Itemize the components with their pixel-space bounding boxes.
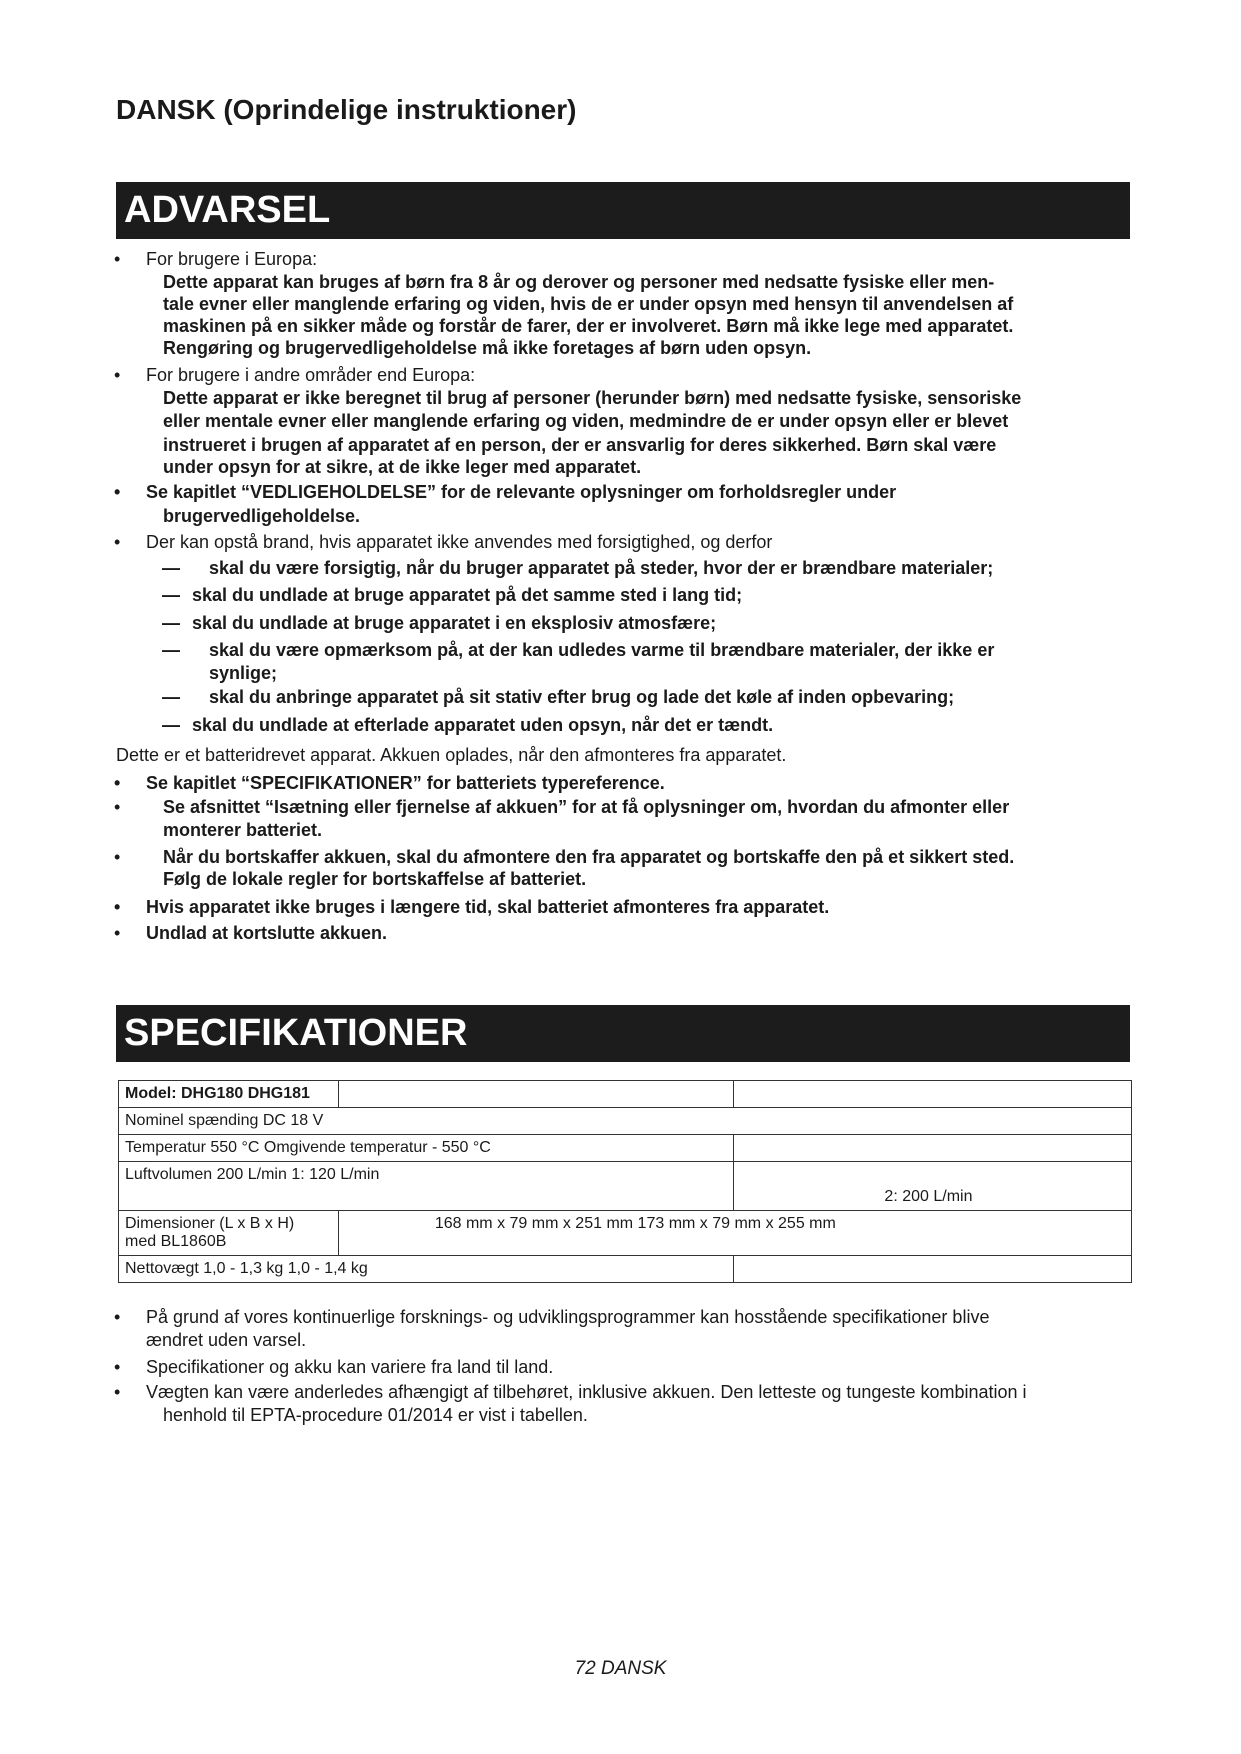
table-cell <box>338 1081 734 1108</box>
dash: — <box>162 640 180 660</box>
dash: — <box>162 585 180 605</box>
battery-item: Undlad at kortslutte akkuen. <box>146 923 388 943</box>
table-row <box>119 1135 1132 1162</box>
page-title: DANSK (Oprindelige instruktioner) <box>116 94 577 125</box>
fire-item: skal du anbringe apparatet på sit stativ efter brug og lade det køle af inden opbevaring; <box>209 687 955 707</box>
table-cell <box>119 1211 339 1256</box>
dimensions-label: Dimensioner (L x B x H) <box>125 1215 295 1232</box>
dash: — <box>162 687 180 707</box>
dimensions-sublabel: med BL1860B <box>125 1233 227 1250</box>
bullet: • <box>114 1357 121 1377</box>
table-row <box>119 1211 1132 1256</box>
spec-note: henhold til EPTA-procedure 01/2014 er vist i tabellen. <box>163 1405 588 1425</box>
dash: — <box>162 613 180 633</box>
spec-note: ændret uden varsel. <box>146 1330 307 1350</box>
battery-item: Se afsnittet “Isætning eller fjernelse af akkuen” for at få oplysninger om, hvordan du afmonter eller <box>163 797 1010 817</box>
table-cell <box>734 1256 1132 1283</box>
spec-note: På grund af vores kontinuerlige forsknings- og udviklingsprogrammer kan hosstående specifikationer blive <box>146 1307 990 1327</box>
maint-line: Se kapitlet “VEDLIGEHOLDELSE” for de relevante oplysninger om forholdsregler under <box>146 482 897 502</box>
bullet: • <box>114 773 121 793</box>
bullet: • <box>114 532 121 552</box>
other-line: Dette apparat er ikke beregnet til brug af personer (herunder børn) med nedsatte fysiske, sensoriske <box>163 388 1022 408</box>
bullet: • <box>114 897 121 917</box>
page-footer: 72 DANSK <box>574 1658 667 1679</box>
europe-line: tale evner eller manglende erfaring og viden, hvis de er under opsyn med hensyn til anvendelsen af <box>163 294 1014 314</box>
fire-item: skal du undlade at bruge apparatet på det samme sted i lang tid; <box>192 585 743 605</box>
battery-item: Når du bortskaffer akkuen, skal du afmontere den fra apparatet og bortskaffe den på et sikkert sted. <box>163 847 1015 867</box>
europe-line: maskinen på en sikker måde og forstår de farer, der er involveret. Børn må ikke lege med apparatet. <box>163 316 1014 336</box>
table-cell <box>734 1135 1132 1162</box>
dash: — <box>162 715 180 735</box>
dash: — <box>162 558 180 578</box>
europe-line: Rengøring og brugervedligeholdelse må ikke foretages af børn uden opsyn. <box>163 338 812 358</box>
table-cell: 2: 200 L/min <box>734 1162 1132 1211</box>
bullet: • <box>114 797 121 817</box>
spec-note: Specifikationer og akku kan variere fra land til land. <box>146 1357 554 1377</box>
battery-item: Se kapitlet “SPECIFIKATIONER” for batteriets typereference. <box>146 773 665 793</box>
bullet: • <box>114 923 121 943</box>
other-line: eller mentale evner eller manglende erfaring og viden, medmindre de er under opsyn eller er blevet <box>163 411 1009 431</box>
other-label: For brugere i andre områder end Europa: <box>146 365 476 385</box>
fire-intro: Der kan opstå brand, hvis apparatet ikke anvendes med forsigtighed, og derfor <box>146 532 773 552</box>
fire-item: skal du være forsigtig, når du bruger apparatet på steder, hvor der er brændbare materialer; <box>209 558 994 578</box>
fire-item: synlige; <box>209 663 278 683</box>
table-row <box>119 1081 1132 1108</box>
fire-item: skal du være opmærksom på, at der kan udledes varme til brændbare materialer, der ikke er <box>209 640 995 660</box>
fire-item: skal du undlade at bruge apparatet i en eksplosiv atmosfære; <box>192 613 717 633</box>
table-row <box>119 1256 1132 1283</box>
europe-line: Dette apparat kan bruges af børn fra 8 år og derover og personer med nedsatte fysiske eller men- <box>163 272 995 292</box>
table-row <box>119 1108 1132 1135</box>
table-cell: Luftvolumen 200 L/min 1: 120 L/min <box>119 1162 734 1211</box>
table-row <box>119 1162 1132 1211</box>
battery-item: monterer batteriet. <box>163 820 323 840</box>
europe-label: For brugere i Europa: <box>146 249 318 269</box>
bullet: • <box>114 847 121 867</box>
bullet: • <box>114 249 121 269</box>
spec-table <box>118 1080 1132 1283</box>
table-cell: Nettovægt 1,0 - 1,3 kg 1,0 - 1,4 kg <box>119 1256 734 1283</box>
section-heading-specifikationer: SPECIFIKATIONER <box>116 1005 1130 1062</box>
bullet: • <box>114 1382 121 1402</box>
section-heading-advarsel: ADVARSEL <box>116 182 1130 239</box>
table-cell: Temperatur 550 °C Omgivende temperatur - 550 °C <box>119 1135 734 1162</box>
spec-note: Vægten kan være anderledes afhængigt af tilbehøret, inklusive akkuen. Den letteste og tungeste kombination i <box>146 1382 1027 1402</box>
table-cell: 168 mm x 79 mm x 251 mm 173 mm x 79 mm x 255 mm <box>338 1211 1131 1256</box>
table-cell <box>734 1081 1132 1108</box>
bullet: • <box>114 1307 121 1327</box>
table-cell: Model: DHG180 DHG181 <box>119 1081 339 1108</box>
maint-line: brugervedligeholdelse. <box>163 506 361 526</box>
fire-item: skal du undlade at efterlade apparatet uden opsyn, når det er tændt. <box>192 715 774 735</box>
other-line: under opsyn for at sikre, at de ikke leger med apparatet. <box>163 457 642 477</box>
battery-item: Hvis apparatet ikke bruges i længere tid, skal batteriet afmonteres fra apparatet. <box>146 897 830 917</box>
battery-intro: Dette er et batteridrevet apparat. Akkuen oplades, når den afmonteres fra apparatet. <box>116 745 787 765</box>
bullet: • <box>114 482 121 502</box>
table-cell: Nominel spænding DC 18 V <box>119 1108 1132 1135</box>
other-line: instrueret i brugen af apparatet af en person, der er ansvarlig for deres sikkerhed. Børn skal være <box>163 435 997 455</box>
battery-item: Følg de lokale regler for bortskaffelse af batteriet. <box>163 869 587 889</box>
bullet: • <box>114 365 121 385</box>
